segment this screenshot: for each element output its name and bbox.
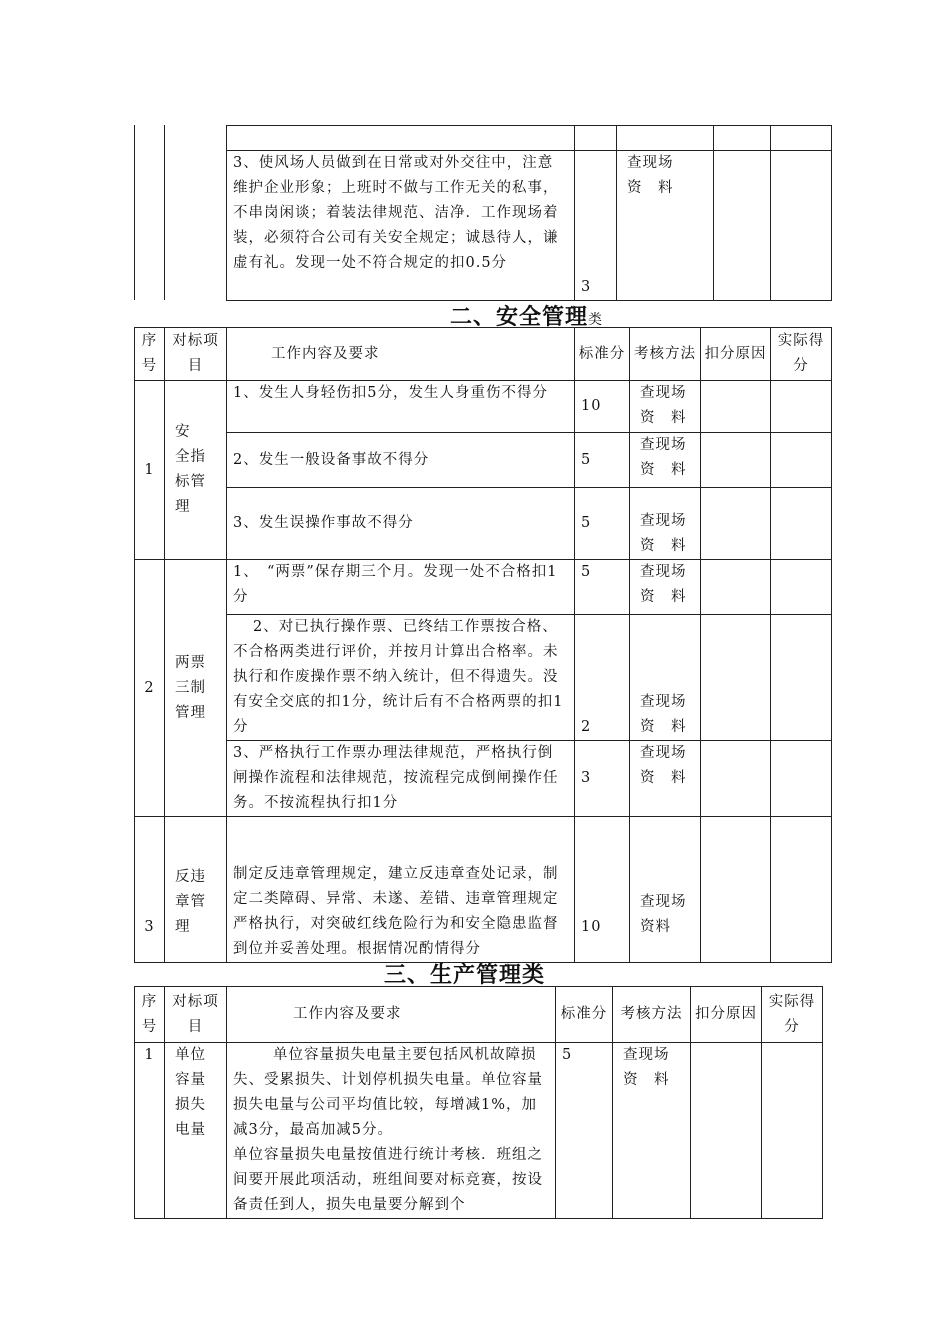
seq-cell: 3: [135, 817, 165, 963]
content-cell: 1、发生人身轻伤扣5分，发生人身重伤不得分: [227, 381, 575, 433]
method-line: 资 料: [640, 410, 687, 426]
method-line: 查现场: [640, 894, 687, 910]
method-cell: [617, 151, 714, 301]
score-cell: 10: [575, 381, 630, 433]
header-method: 考核方法: [630, 328, 701, 381]
item-cell: 反违章管理: [165, 817, 227, 963]
score-cell: 2: [575, 615, 630, 741]
score-cell: 5: [575, 433, 630, 488]
content-paragraph: 单位容量损失电量主要包括风机故障损失、受累损失、计划停机损失电量。单位容量损失电量与公司平均值比较，每增减1%，加减3分，最高加减5分。: [233, 1047, 543, 1138]
header-row: [135, 328, 832, 381]
table-row: [135, 615, 832, 741]
heading-text: 三、生产管理类: [384, 963, 546, 988]
method-line: 查现场: [640, 437, 687, 453]
header-deduct: 扣分原因: [691, 987, 762, 1043]
score-cell: 5: [575, 488, 630, 560]
method-line: 资料: [640, 919, 671, 935]
table-row: [135, 817, 832, 963]
score-cell: 5: [556, 1043, 613, 1219]
content-cell: 3、使风场人员做到在日常或对外交往中，注意维护企业形象；上班时不做与工作无关的私事，不串岗闲谈；着装法律规范、洁净．工作现场着装，必须符合公司有关安全规定；诚恳待人，谦虚有礼。发现一处不符合规定的扣0.5分: [227, 151, 575, 301]
header-row: [135, 987, 823, 1043]
table-row: [135, 488, 832, 560]
header-method: 考核方法: [613, 987, 691, 1043]
continuation-table: [226, 125, 832, 301]
method-cell: [630, 560, 701, 615]
section-heading: [384, 958, 545, 989]
table-border-stub: [134, 125, 135, 300]
item-cell: 两票三制管理: [165, 560, 227, 817]
table-row: [135, 741, 832, 817]
method-line: 资 料: [640, 462, 687, 478]
method-cell: [630, 488, 701, 560]
method-line: 查现场: [640, 385, 687, 401]
method-line: 查现场: [640, 564, 687, 580]
header-content: 工作内容及要求: [227, 328, 575, 381]
method-cell: [630, 381, 701, 433]
item-cell: 单位容量损失电量: [165, 1043, 227, 1219]
content-cell: [227, 1043, 556, 1219]
content-cell: 2、发生一般设备事故不得分: [227, 433, 575, 488]
method-line: 资 料: [640, 538, 687, 554]
method-cell: [630, 615, 701, 741]
header-seq: 序号: [135, 987, 165, 1043]
score-cell: 3: [575, 741, 630, 817]
method-line: 资 料: [640, 719, 687, 735]
method-line: 查现场: [623, 1047, 670, 1063]
method-line: 查现场: [627, 155, 674, 171]
item-cell: 安 全指 标管理: [165, 381, 227, 560]
production-management-table: [134, 986, 823, 1219]
content-paragraph: 单位容量损失电量按值进行统计考核．班组之间要开展此项活动，班组间要对标竞赛，按设备责任到人，损失电量要分解到个: [233, 1147, 543, 1213]
header-item: 对标项目: [165, 328, 227, 381]
table-row: [135, 560, 832, 615]
table-border-stub: [164, 125, 165, 300]
content-cell: 1、 “两票”保存期三个月。发现一处不合格扣1分: [227, 560, 575, 615]
content-cell: 3、发生误操作事故不得分: [227, 488, 575, 560]
seq-cell: 1: [135, 1043, 165, 1219]
heading-text: 二、安全管理: [450, 305, 589, 330]
header-content: 工作内容及要求: [227, 987, 556, 1043]
method-line: 查现场: [640, 513, 687, 529]
method-cell: [630, 741, 701, 817]
content-cell: 制定反违章管理规定，建立反违章查处记录，制定二类障碍、异常、未遂、差错、违章管理规定严格执行，对突破红线危险行为和安全隐患监督到位并妥善处理。根据情况酌情得分: [227, 817, 575, 963]
method-line: 资 料: [640, 770, 687, 786]
header-seq: 序号: [135, 328, 165, 381]
score-cell: 10: [575, 817, 630, 963]
safety-management-table: [134, 327, 832, 963]
header-std: 标准分: [575, 328, 630, 381]
method-line: 资 料: [640, 589, 687, 605]
method-line: 查现场: [640, 694, 687, 710]
method-cell: [630, 433, 701, 488]
table-row: [135, 433, 832, 488]
heading-suffix: 类: [588, 312, 604, 328]
score-cell: 5: [575, 560, 630, 615]
header-actual: 实际得分: [762, 987, 823, 1043]
method-line: 资 料: [623, 1072, 670, 1088]
method-cell: [613, 1043, 691, 1219]
table-row: [135, 381, 832, 433]
header-item: 对标项目: [165, 987, 227, 1043]
method-line: 查现场: [640, 745, 687, 761]
header-std: 标准分: [556, 987, 613, 1043]
method-cell: [630, 817, 701, 963]
seq-cell: 2: [135, 560, 165, 817]
header-actual: 实际得分: [771, 328, 832, 381]
content-cell: 3、严格执行工作票办理法律规范，严格执行倒闸操作流程和法律规范，按流程完成倒闸操作任务。不按流程执行扣1分: [227, 741, 575, 817]
table-row: [135, 1043, 823, 1219]
score-cell: 3: [575, 151, 617, 301]
table-row: [227, 151, 832, 301]
table-row: [227, 126, 832, 151]
method-line: 资 料: [627, 180, 674, 196]
content-cell: 2、对已执行操作票、已终结工作票按合格、不合格两类进行评价，并按月计算出合格率。未执行和作废操作票不纳入统计，但不得遗失。没有安全交底的扣1分，统计后有不合格两票的扣1分: [227, 615, 575, 741]
seq-cell: 1: [135, 381, 165, 560]
header-deduct: 扣分原因: [701, 328, 771, 381]
